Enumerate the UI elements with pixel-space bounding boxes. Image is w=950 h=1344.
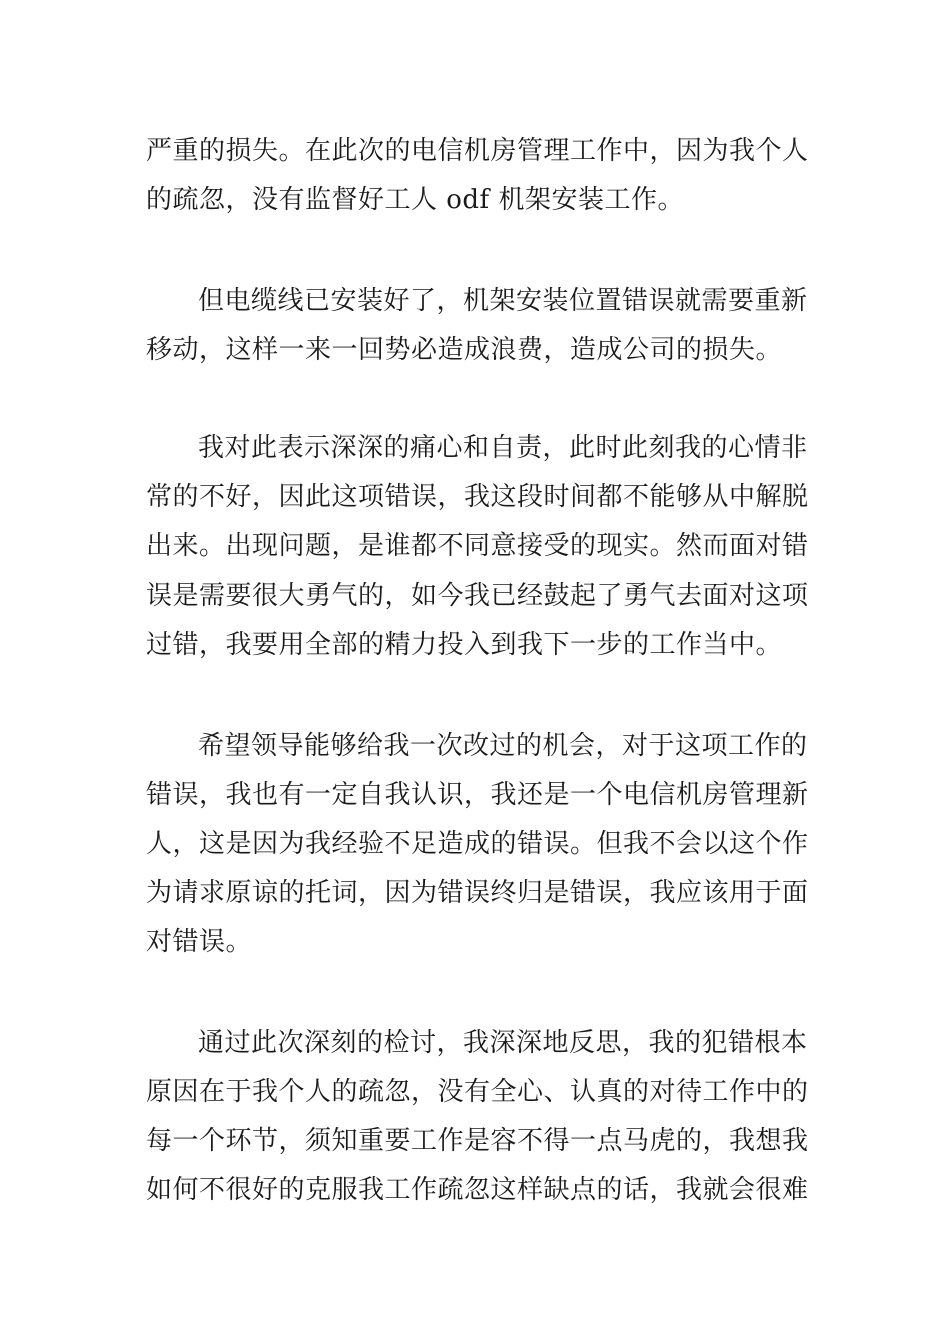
paragraph-5-line-4: 如何不很好的克服我工作疏忽这样缺点的话，我就会很难 [146,1175,809,1205]
paragraph-1-line-1: 严重的损失。在此次的电信机房管理工作中，因为我个人 [146,136,809,166]
paragraph-4-line-3: 人，这是因为我经验不足造成的错误。但我不会以这个作 [146,829,809,859]
paragraph-3-line-4: 误是需要很大勇气的，如今我已经鼓起了勇气去面对这项 [146,581,809,611]
paragraph-4-line-2: 错误，我也有一定自我认识，我还是一个电信机房管理新 [146,780,809,810]
paragraph-2-line-2: 移动，这样一来一回势必造成浪费，造成公司的损失。 [146,335,783,365]
paragraph-3-line-2: 常的不好，因此这项错误，我这段时间都不能够从中解脱 [146,482,809,512]
paragraph-5-line-2: 原因在于我个人的疏忽，没有全心、认真的对待工作中的 [146,1077,809,1107]
paragraph-5-line-3: 每一个环节，须知重要工作是容不得一点马虎的，我想我 [146,1126,809,1156]
paragraph-3-line-1: 我对此表示深深的痛心和自责，此时此刻我的心情非 [198,433,808,463]
paragraph-4-line-5: 对错误。 [146,927,253,957]
paragraph-5-line-1: 通过此次深刻的检讨，我深深地反思，我的犯错根本 [198,1028,808,1058]
paragraph-2-line-1: 但电缆线已安装好了，机架安装位置错误就需要重新 [198,286,808,316]
paragraph-3-line-3: 出来。出现问题，是谁都不同意接受的现实。然而面对错 [146,531,809,561]
paragraph-1-line-2: 的疏忽，没有监督好工人 odf 机架安装工作。 [146,185,684,215]
paragraph-3-line-5: 过错，我要用全部的精力投入到我下一步的工作当中。 [146,630,783,660]
paragraph-4-line-1: 希望领导能够给我一次改过的机会，对于这项工作的 [198,731,808,761]
paragraph-4-line-4: 为请求原谅的托词，因为错误终归是错误，我应该用于面 [146,878,809,908]
